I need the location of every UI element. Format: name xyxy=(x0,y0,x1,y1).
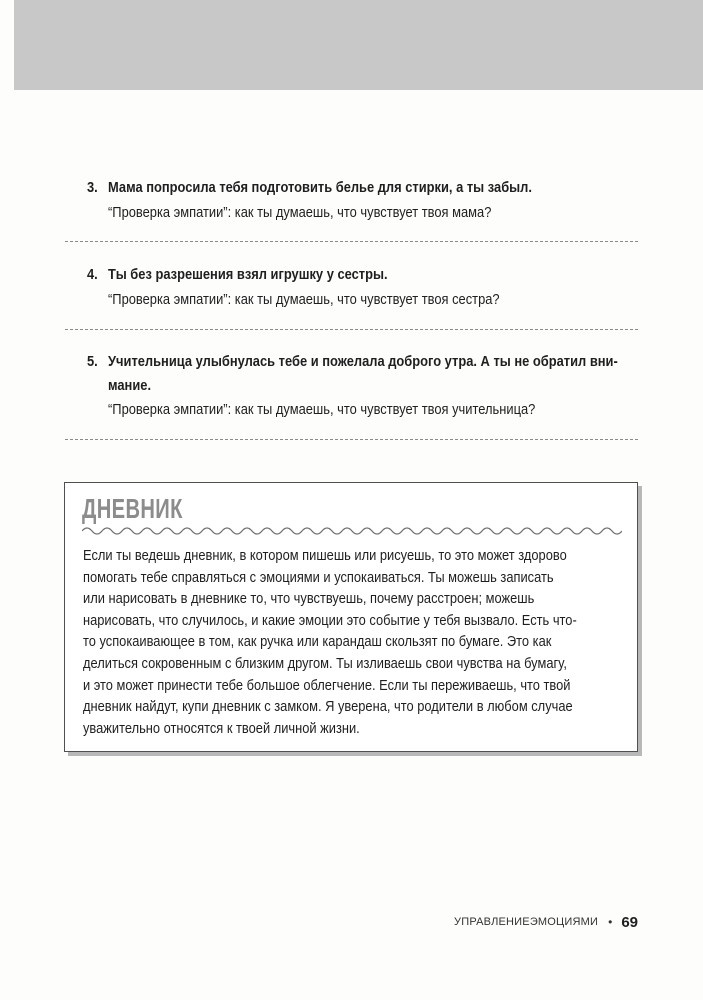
dashed-separator xyxy=(65,329,638,330)
diary-title: ДНЕВНИК xyxy=(82,493,183,524)
item-empathy-prompt: “Проверка эмпатии”: как ты думаешь, что чувствует твоя мама? xyxy=(108,204,492,221)
footer-section-title: УПРАВЛЕНИЕЭМОЦИЯМИ xyxy=(454,916,599,928)
diary-text-line: и это может принести тебе большое облегчение. Если ты переживаешь, что твой xyxy=(83,677,571,694)
wavy-divider-line xyxy=(82,528,622,534)
page-number: 69 xyxy=(621,913,638,931)
diary-text-line: делиться сокровенным с близким другом. Ты изливаешь свои чувства на бумагу, xyxy=(83,655,567,672)
diary-text-line: уважительно относятся к твоей личной жизни. xyxy=(83,720,360,737)
diary-text-line: дневник найдут, купи дневник с замком. Я уверена, что родители в любом случае xyxy=(83,699,573,716)
exercise-item-4 xyxy=(87,262,627,312)
diary-text-line: нарисовать, что случилось, и какие эмоции это событие у тебя вызвало. Есть что- xyxy=(83,612,577,629)
diary-text-line: или нарисовать в дневнике то, что чувствуешь, почему расстроен; можешь xyxy=(83,591,535,608)
item-number: 4. xyxy=(87,266,98,283)
wavy-divider xyxy=(82,524,622,538)
diary-text-line: то успокаивающее в том, как ручка или карандаш скользят по бумаге. Это как xyxy=(83,634,552,651)
item-question-line: Учительница улыбнулась тебе и пожелала доброго утра. А ты не обратил вни- xyxy=(108,353,618,370)
header-band xyxy=(14,0,703,90)
diary-box xyxy=(64,482,638,752)
diary-text xyxy=(83,546,623,740)
item-question-line: Ты без разрешения взял игрушку у сестры. xyxy=(108,266,388,283)
exercise-item-5 xyxy=(87,350,627,422)
item-empathy-prompt: “Проверка эмпатии”: как ты думаешь, что чувствует твоя учительница? xyxy=(108,401,536,418)
item-question-line: мание. xyxy=(108,377,152,394)
item-question-line: Мама попросила тебя подготовить белье для стирки, а ты забыл. xyxy=(108,179,532,196)
page-footer xyxy=(454,911,638,933)
item-number: 3. xyxy=(87,179,98,196)
dashed-separator xyxy=(65,241,638,242)
exercise-item-3 xyxy=(87,175,627,225)
diary-text-line: помогать тебе справляться с эмоциями и успокаиваться. Ты можешь записать xyxy=(83,569,554,586)
dashed-separator xyxy=(65,439,638,440)
item-empathy-prompt: “Проверка эмпатии”: как ты думаешь, что чувствует твоя сестра? xyxy=(108,291,500,308)
item-number: 5. xyxy=(87,353,98,370)
footer-bullet: • xyxy=(608,915,613,929)
diary-text-line: Если ты ведешь дневник, в котором пишешь или рисуешь, то это может здорово xyxy=(83,548,567,564)
